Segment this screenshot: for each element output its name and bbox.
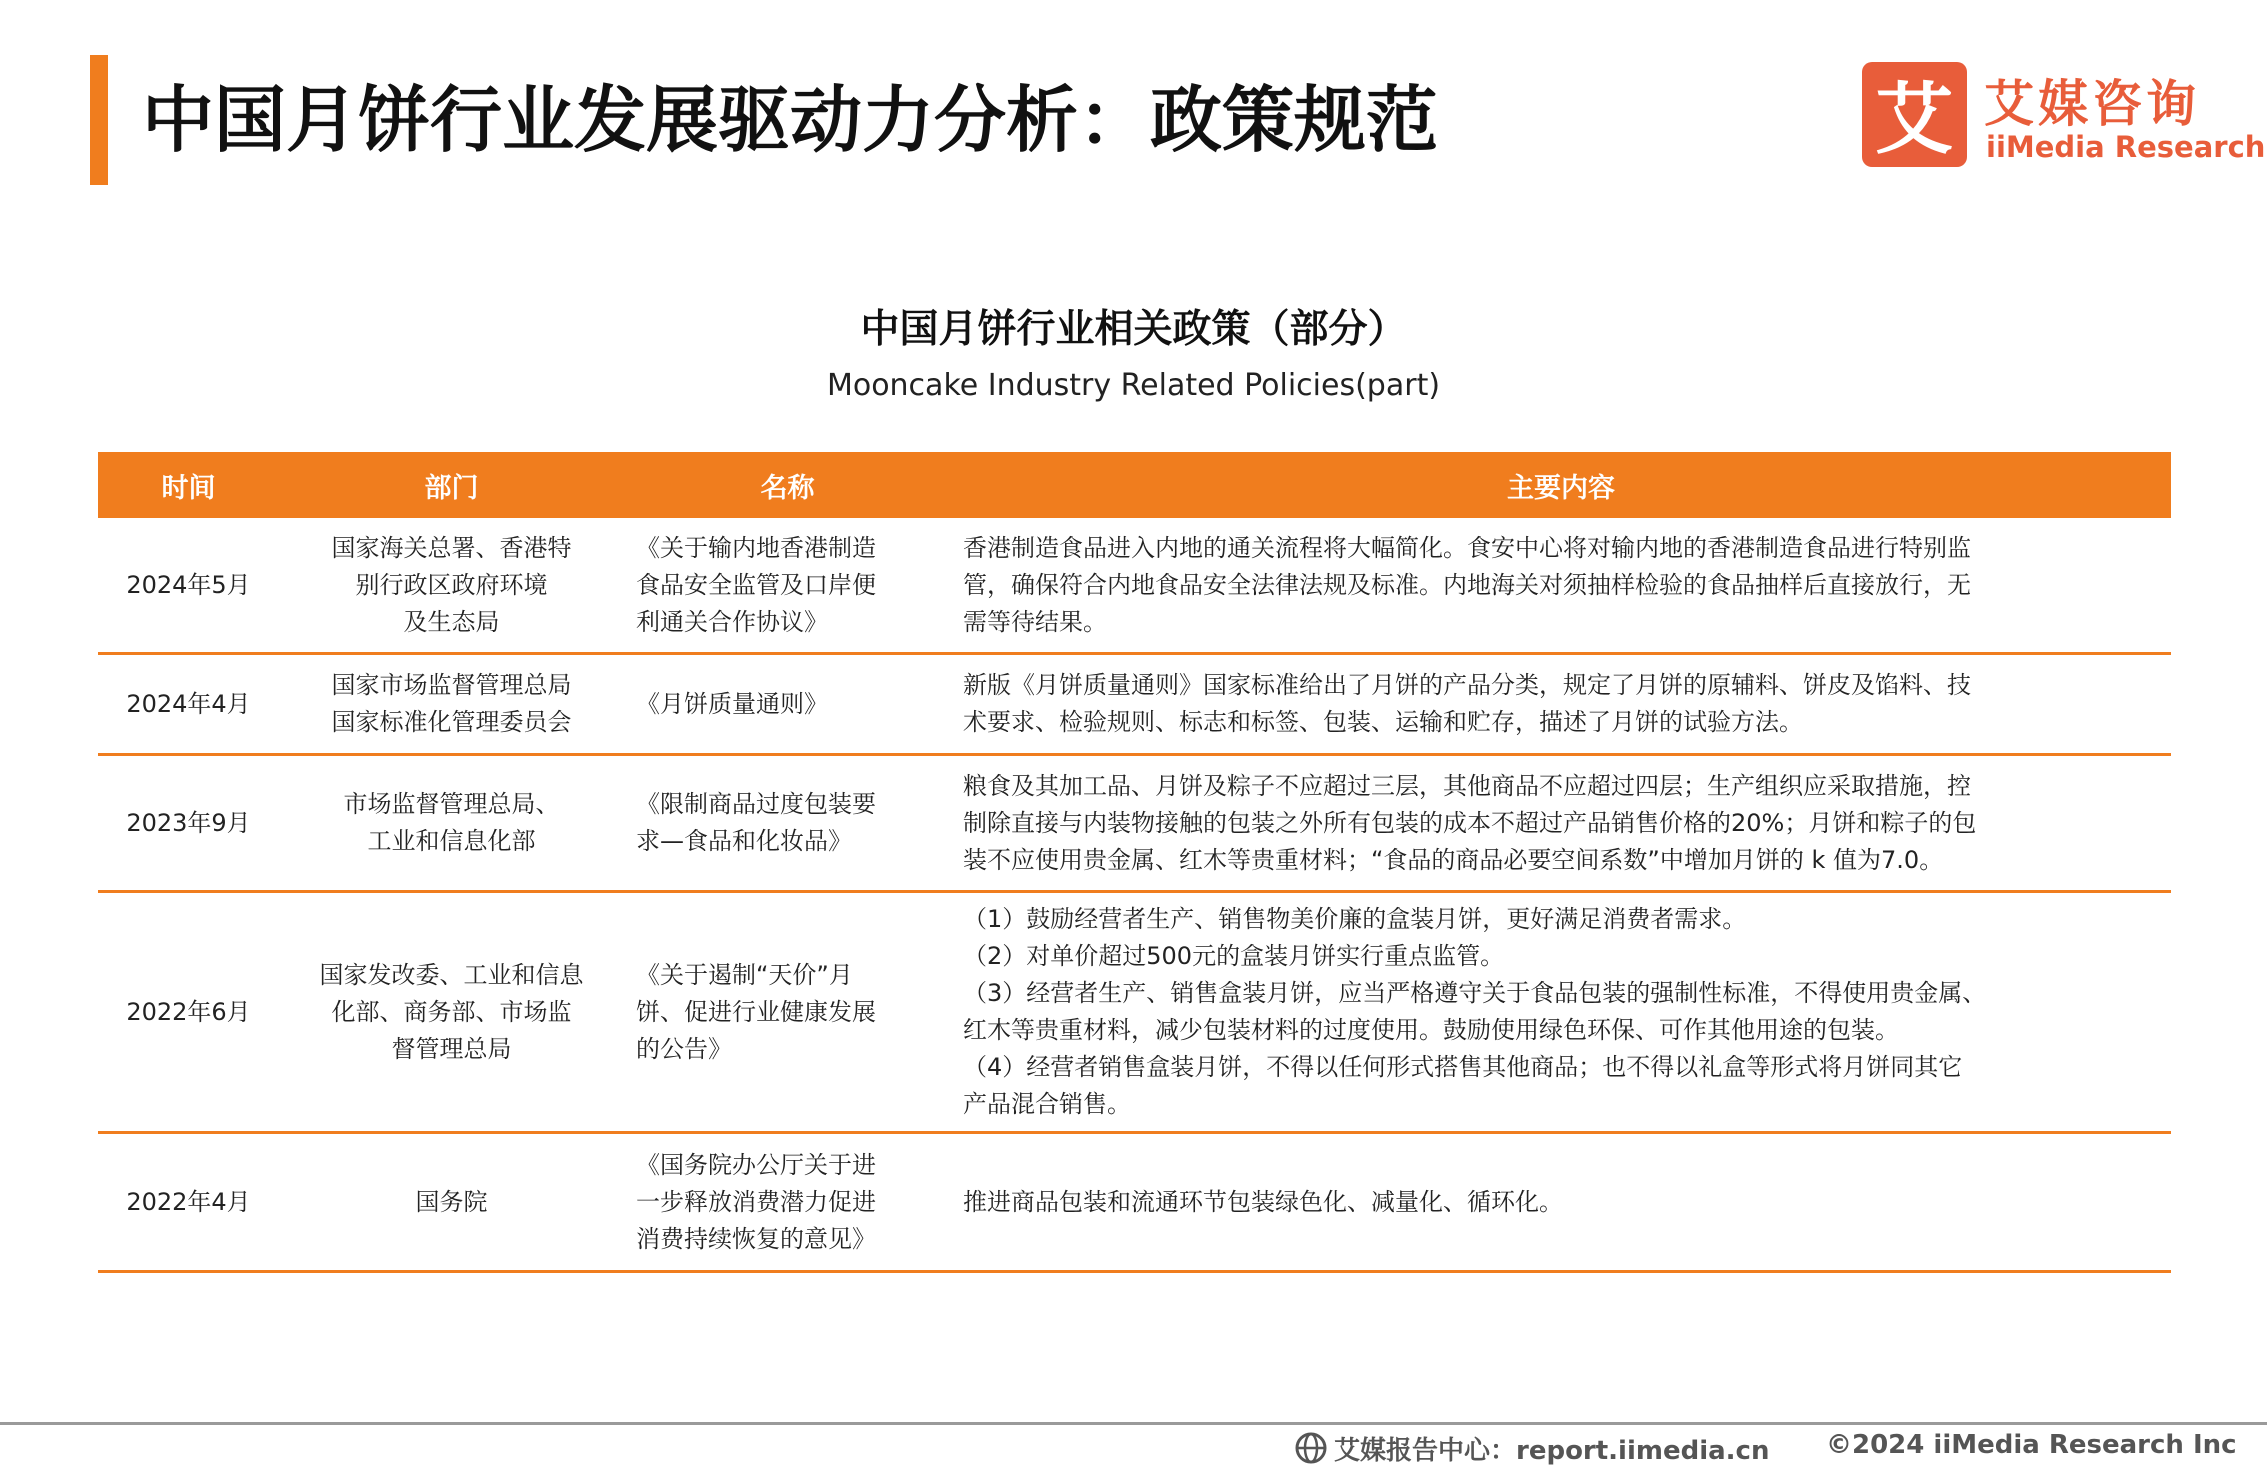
cell-line: 《月饼质量通则》 <box>636 689 828 718</box>
cell-line: 管，确保符合内地食品安全法律法规及标准。内地海关对须抽样检验的食品抽样后直接放行，无 <box>963 570 1971 599</box>
table-row <box>98 755 2171 892</box>
table-row <box>98 1133 2171 1272</box>
cell-time: 2024年5月 <box>98 518 279 654</box>
cell-line: 一步释放消费潜力促进 <box>636 1187 876 1216</box>
cell-line: 产品混合销售。 <box>963 1090 1131 1118</box>
brand-logo[interactable] <box>1862 62 2266 172</box>
cell-name <box>624 892 951 1133</box>
cell-line: 工业和信息化部 <box>367 827 536 855</box>
cell-line: （2）对单价超过500元的盒装月饼实行重点监管。 <box>963 942 1505 970</box>
cell-dept <box>279 892 624 1133</box>
column-header-time: 时间 <box>98 452 279 518</box>
cell-line: 的公告》 <box>636 1034 732 1063</box>
brand-logo-glyph <box>1862 62 1967 167</box>
cell-name <box>624 654 951 755</box>
page-title: 中国月饼行业发展驱动力分析：政策规范 <box>142 78 1439 162</box>
title-accent-bar <box>90 55 108 185</box>
cell-line: 市场监督管理总局、 <box>343 790 560 818</box>
cell-line: 国家发改委、工业和信息 <box>319 960 584 989</box>
policy-table <box>98 452 2171 1273</box>
cell-name <box>624 1133 951 1272</box>
cell-line: 利通关合作协议》 <box>636 607 828 636</box>
table-title: 中国月饼行业相关政策（部分） <box>860 307 1407 352</box>
brand-logo-mark <box>1862 62 1967 167</box>
table-header-row <box>98 452 2171 518</box>
cell-line: 别行政区政府环境 <box>355 570 548 599</box>
cell-time: 2023年9月 <box>98 755 279 892</box>
footer-divider <box>0 1422 2267 1425</box>
cell-content <box>951 892 2171 1133</box>
cell-line: 求—食品和化妆品》 <box>636 827 852 855</box>
cell-line: 《关于遏制“天价”月 <box>636 960 853 989</box>
cell-line: 《国务院办公厅关于进 <box>636 1150 876 1179</box>
cell-line: 化部、商务部、市场监 <box>331 997 572 1026</box>
cell-line: 消费持续恢复的意见》 <box>636 1224 876 1253</box>
cell-line: 国家海关总署、香港特 <box>331 533 572 562</box>
cell-line: 粮食及其加工品、月饼及粽子不应超过三层，其他商品不应超过四层；生产组织应采取措施，控 <box>963 771 1971 800</box>
cell-line: 红木等贵重材料，减少包装材料的过度使用。鼓励使用绿色环保、可作其他用途的包装。 <box>963 1016 1899 1044</box>
cell-line: 饼、促进行业健康发展 <box>636 997 876 1026</box>
cell-name <box>624 518 951 654</box>
column-header-name: 名称 <box>624 452 951 518</box>
cell-time: 2024年4月 <box>98 654 279 755</box>
cell-line: 推进商品包装和流通环节包装绿色化、减量化、循环化。 <box>963 1187 1563 1216</box>
cell-line: 需等待结果。 <box>963 607 1107 636</box>
cell-time: 2022年4月 <box>98 1133 279 1272</box>
cell-content <box>951 1133 2171 1272</box>
cell-line: （4）经营者销售盒装月饼，不得以任何形式搭售其他商品；也不得以礼盒等形式将月饼同其它 <box>963 1053 1963 1081</box>
cell-dept <box>279 518 624 654</box>
cell-time: 2022年6月 <box>98 892 279 1133</box>
cell-line: 《关于输内地香港制造 <box>636 533 876 562</box>
cell-content <box>951 654 2171 755</box>
table-row <box>98 654 2171 755</box>
cell-dept <box>279 1133 624 1272</box>
column-header-dept: 部门 <box>279 452 624 518</box>
cell-line: 术要求、检验规则、标志和标签、包装、运输和贮存，描述了月饼的试验方法。 <box>963 708 1803 736</box>
cell-dept <box>279 654 624 755</box>
cell-line: 新版《月饼质量通则》国家标准给出了月饼的产品分类，规定了月饼的原辅料、饼皮及馅料、技 <box>963 671 1971 699</box>
footer-copyright: ©2024 iiMedia Research Inc <box>1826 1430 2237 1460</box>
table-row <box>98 892 2171 1133</box>
cell-line: （3）经营者生产、销售盒装月饼，应当严格遵守关于食品包装的强制性标准，不得使用贵金属、 <box>963 979 1987 1007</box>
cell-line: 及生态局 <box>403 607 500 636</box>
cell-line: （1）鼓励经营者生产、销售物美价廉的盒装月饼，更好满足消费者需求。 <box>963 905 1747 933</box>
cell-line: 《限制商品过度包装要 <box>636 790 876 818</box>
brand-name-en: iiMedia Research <box>1986 130 2266 164</box>
cell-line: 香港制造食品进入内地的通关流程将大幅简化。食安中心将对输内地的香港制造食品进行特别监 <box>963 533 1971 562</box>
cell-line: 装不应使用贵金属、红木等贵重材料；“食品的商品必要空间系数”中增加月饼的 k 值为7.0。 <box>963 845 1944 874</box>
cell-line: 国家市场监督管理总局 <box>331 671 572 699</box>
cell-content <box>951 755 2171 892</box>
cell-line: 国务院 <box>415 1187 488 1216</box>
cell-line: 制除直接与内装物接触的包装之外所有包装的成本不超过产品销售价格的20%；月饼和粽子的包 <box>963 808 1977 837</box>
cell-line: 国家标准化管理委员会 <box>331 708 572 736</box>
column-header-content: 主要内容 <box>951 452 2171 518</box>
globe-icon <box>1294 1431 1328 1465</box>
cell-line: 食品安全监管及口岸便 <box>636 570 876 599</box>
cell-name <box>624 755 951 892</box>
cell-content <box>951 518 2171 654</box>
svg-text:艾: 艾 <box>1874 75 1954 165</box>
footer-source-link[interactable]: 艾媒报告中心：report.iimedia.cn <box>1334 1436 1770 1466</box>
table-subtitle: Mooncake Industry Related Policies(part) <box>826 368 1441 403</box>
table-row <box>98 518 2171 654</box>
cell-line: 督管理总局 <box>391 1034 512 1063</box>
cell-dept <box>279 755 624 892</box>
brand-name-cn: 艾媒咨询 <box>1984 75 2200 133</box>
